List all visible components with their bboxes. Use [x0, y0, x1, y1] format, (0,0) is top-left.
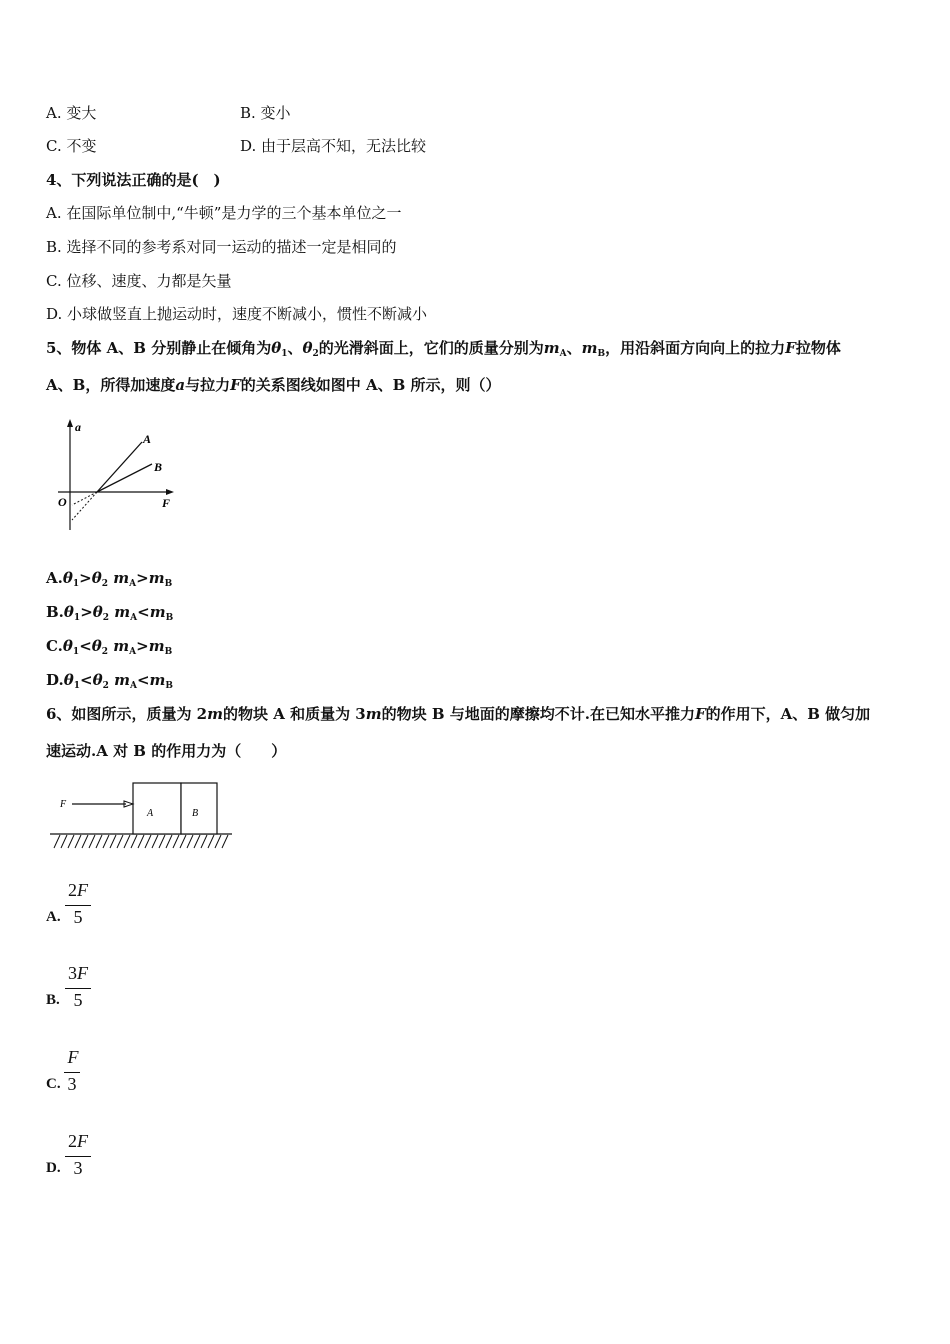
block-a-label: A: [147, 808, 154, 819]
q4-stem: 4、下列说法正确的是( ): [46, 171, 221, 189]
fraction-denominator: 3: [67, 1074, 77, 1094]
option-label: D.: [46, 1160, 61, 1176]
line-a-extension: [72, 492, 97, 520]
block-a: [133, 783, 181, 834]
q5-graph: [50, 415, 180, 535]
q4-option-c: C. 位移、速度、力都是矢量: [46, 272, 232, 290]
fraction-denominator: 5: [73, 907, 83, 927]
graph-y-label: a: [75, 420, 81, 434]
fraction-bar: [65, 905, 91, 906]
q4-option-a: A. 在国际单位制中,“牛顿”是力学的三个基本单位之一: [46, 204, 402, 222]
fraction-numerator: 2F: [68, 1131, 88, 1151]
fraction-numerator: 3F: [68, 963, 88, 983]
graph-line-a-label: A: [143, 432, 152, 446]
fraction-bar: [65, 1156, 91, 1157]
option-label: B.: [46, 992, 60, 1008]
fraction-denominator: 5: [73, 990, 83, 1010]
q3-option-a: A. 变大: [46, 104, 97, 122]
q5-option-b: $B.\theta_1>\theta_2$ $m_A<m_B$: [46, 603, 174, 623]
q6-figure: [48, 778, 234, 854]
q3-option-b: B. 变小: [240, 104, 291, 122]
fraction-bar: [64, 1072, 80, 1073]
q3-option-d: D. 由于层高不知，无法比较: [240, 137, 427, 155]
x-axis-arrow-icon: [166, 489, 174, 495]
fraction-numerator: F: [67, 1047, 79, 1067]
line-b-extension: [72, 492, 97, 505]
q4-option-d: D. 小球做竖直上抛运动时，速度不断减小，惯性不断减小: [46, 305, 428, 323]
block-b: [181, 783, 217, 834]
q5-option-c: $C.\theta_1<\theta_2$ $m_A>m_B$: [46, 637, 173, 657]
option-label: C.: [46, 1076, 61, 1092]
line-a: [97, 442, 142, 492]
graph-line-b-label: B: [154, 460, 163, 474]
q5-stem-line1: 5、物体 A、B 分别静止在倾角为$\theta_1$、$\theta_2$的光滑斜面上，它们的质量分别为$m_A$、$m_B$，用沿斜面方向向上的拉力F拉物体: [46, 339, 841, 359]
q6-option-a: [46, 880, 106, 930]
y-axis-arrow-icon: [67, 419, 73, 427]
q6-stem-line2: 速运动.A 对 B 的作用力为（ ）: [46, 742, 287, 760]
q3-option-c: C. 不变: [46, 137, 97, 155]
option-label: A.: [46, 909, 61, 925]
q6-option-c: [46, 1047, 106, 1097]
ground-hatching: [54, 835, 228, 848]
graph-x-label: F: [162, 496, 171, 510]
q5-option-a: $A.\theta_1>\theta_2$ $m_A>m_B$: [46, 569, 173, 589]
line-b: [97, 464, 152, 492]
q6-option-b: [46, 963, 106, 1013]
fraction-bar: [65, 988, 91, 989]
graph-origin-label: O: [58, 495, 67, 509]
fraction-denominator: 3: [73, 1158, 83, 1178]
q5-stem-line2: A、B，所得加速度a与拉力F的关系图线如图中 A、B 所示，则（）: [46, 376, 501, 394]
q5-option-d: $D.\theta_1<\theta_2$ $m_A<m_B$: [46, 671, 173, 691]
block-b-label: B: [192, 808, 199, 819]
force-label: F: [60, 799, 67, 810]
q4-option-b: B. 选择不同的参考系对同一运动的描述一定是相同的: [46, 238, 397, 256]
fraction-numerator: 2F: [68, 880, 88, 900]
q6-option-d: [46, 1131, 106, 1181]
q6-stem-line1: 6、如图所示，质量为 2m的物块 A 和质量为 3m的物块 B 与地面的摩擦均不计.在已知水平推力F的作用下，A、B 做匀加: [46, 705, 871, 723]
